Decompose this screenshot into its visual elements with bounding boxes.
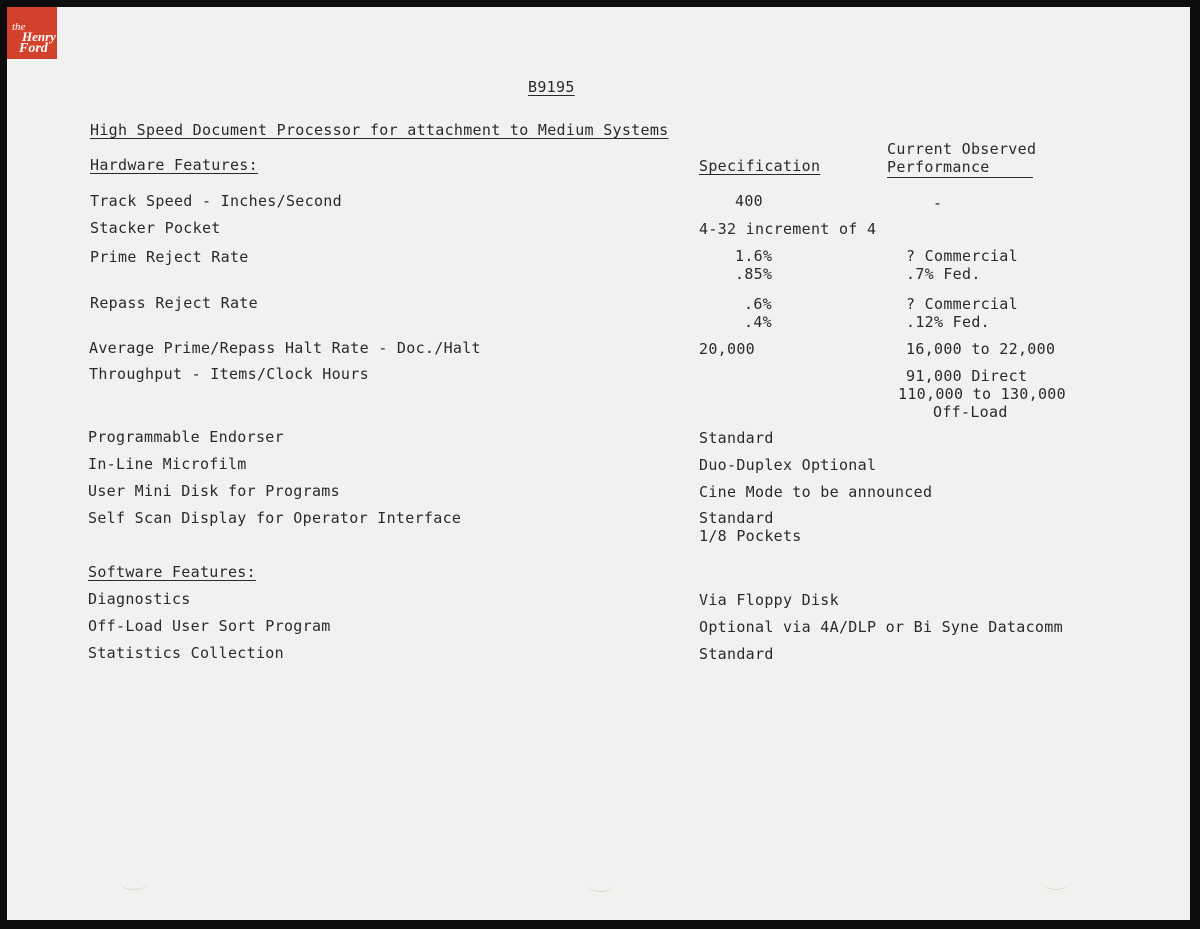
spec-diagnostics: Via Floppy Disk: [699, 591, 839, 609]
performance-column-header: [887, 140, 1037, 178]
doc-heading: High Speed Document Processor for attachment to Medium Systems: [90, 121, 669, 139]
software-features-heading: Software Features:: [88, 563, 256, 581]
logo-henry: Henry: [22, 29, 56, 44]
perf-repass-reject-1: ? Commercial: [906, 295, 1018, 313]
row-label-endorser: Programmable Endorser: [88, 428, 284, 446]
perf-prime-reject-2: .7% Fed.: [906, 265, 981, 283]
perf-throughput-3: Off-Load: [933, 403, 1008, 421]
row-label-sort-program: Off-Load User Sort Program: [88, 617, 331, 635]
row-label-repass-reject: Repass Reject Rate: [90, 294, 258, 312]
spec-mini-disk: Cine Mode to be announced: [699, 483, 933, 501]
row-label-statistics: Statistics Collection: [88, 644, 284, 662]
perf-track-speed: -: [933, 194, 943, 212]
perf-repass-reject-2: .12% Fed.: [906, 313, 990, 331]
row-label-mini-disk: User Mini Disk for Programs: [88, 482, 340, 500]
row-label-stacker: Stacker Pocket: [90, 219, 221, 237]
perf-throughput-1: 91,000 Direct: [906, 367, 1028, 385]
spec-statistics: Standard: [699, 645, 774, 663]
spec-track-speed: 400: [735, 192, 763, 210]
performance-header-line1: Current Observed: [887, 140, 1037, 158]
row-label-diagnostics: Diagnostics: [88, 590, 191, 608]
henry-ford-logo: [7, 7, 57, 59]
spec-repass-reject-1: .6%: [744, 295, 772, 313]
spec-repass-reject-2: .4%: [744, 313, 772, 331]
spec-prime-reject-1: 1.6%: [735, 247, 773, 265]
spec-stacker: 4-32 increment of 4: [699, 220, 877, 238]
document-page: [7, 7, 1190, 920]
doc-number: B9195: [528, 78, 575, 96]
spec-self-scan-2: 1/8 Pockets: [699, 527, 802, 545]
performance-header-line2: Performance: [887, 158, 990, 176]
perf-prime-reject-1: ? Commercial: [906, 247, 1018, 265]
binder-hole-mark: [120, 875, 148, 890]
binder-hole-mark: [587, 877, 615, 892]
spec-prime-reject-2: .85%: [735, 265, 773, 283]
spec-endorser: Standard: [699, 429, 774, 447]
spec-sort-program: Optional via 4A/DLP or Bi Syne Datacomm: [699, 618, 1063, 636]
row-label-self-scan: Self Scan Display for Operator Interface: [88, 509, 462, 527]
row-label-throughput: Throughput - Items/Clock Hours: [89, 365, 369, 383]
row-label-microfilm: In-Line Microfilm: [88, 455, 247, 473]
logo-the: the: [12, 21, 26, 33]
row-label-halt-rate: Average Prime/Repass Halt Rate - Doc./Halt: [89, 339, 481, 357]
specification-column-header: Specification: [699, 157, 821, 175]
perf-throughput-2: 110,000 to 130,000: [898, 385, 1066, 403]
logo-ford: Ford: [19, 41, 48, 56]
spec-microfilm: Duo-Duplex Optional: [699, 456, 877, 474]
binder-hole-mark: [1042, 875, 1070, 890]
spec-self-scan-1: Standard: [699, 509, 774, 527]
perf-halt-rate: 16,000 to 22,000: [906, 340, 1056, 358]
spec-halt-rate: 20,000: [699, 340, 755, 358]
hardware-features-heading: Hardware Features:: [90, 156, 258, 174]
row-label-prime-reject: Prime Reject Rate: [90, 248, 249, 266]
row-label-track-speed: Track Speed - Inches/Second: [90, 192, 342, 210]
